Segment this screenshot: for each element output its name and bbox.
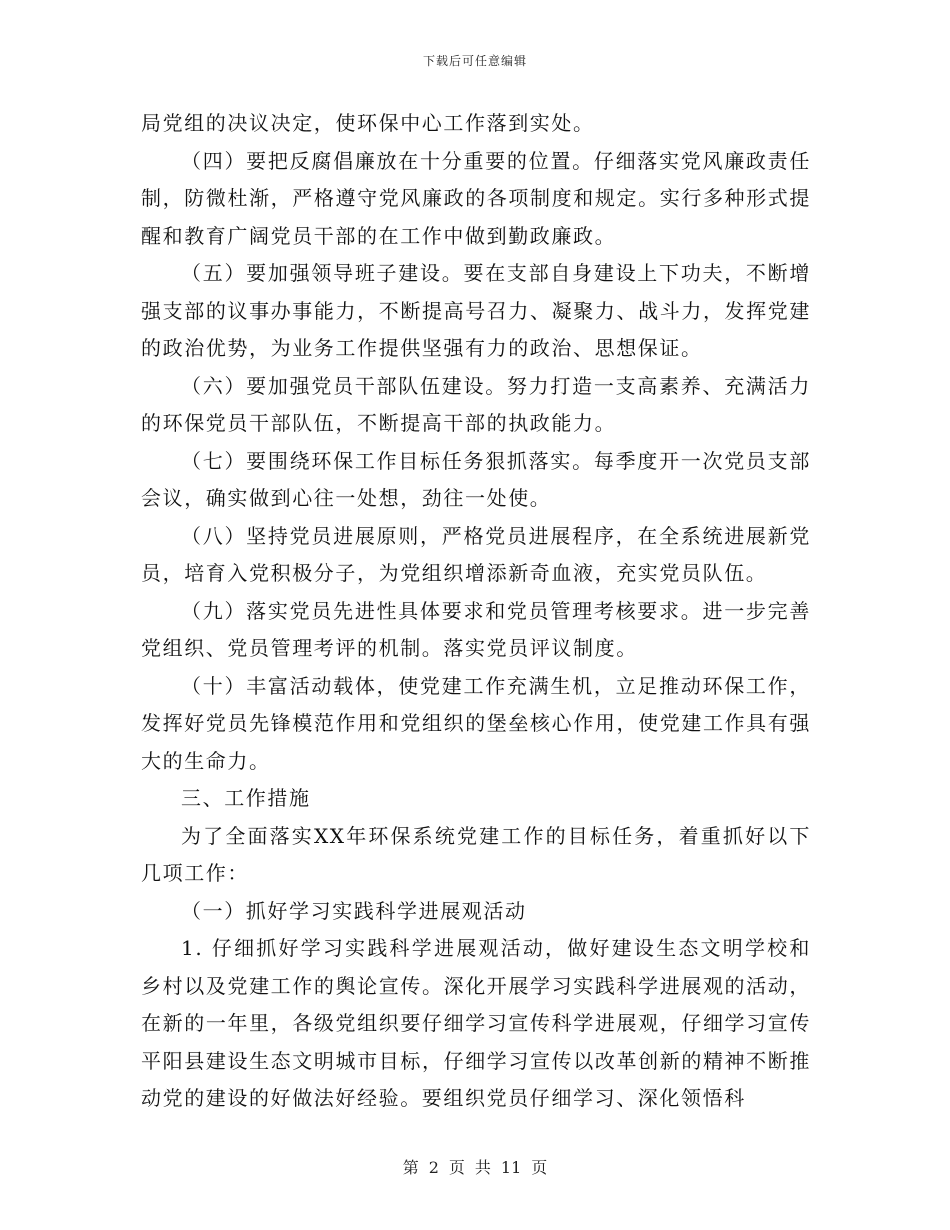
footer-total-unit: 页: [531, 1158, 548, 1177]
footer-current-page: 2: [428, 1158, 439, 1177]
paragraph-item-8: （八）坚持党员进展原则，严格党员进展程序，在全系统进展新党员，培育入党积极分子，为党组织增添新奇血液，充实党员队伍。: [141, 523, 811, 585]
paragraph-item-4: （四）要把反腐倡廉放在十分重要的位置。仔细落实党风廉政责任制，防微杜渐，严格遵守党风廉政的各项制度和规定。实行多种形式提醒和教育广阔党员干部的在工作中做到勤政廉政。: [141, 148, 811, 248]
paragraph-item-7: （七）要围绕环保工作目标任务狠抓落实。每季度开一次党员支部会议，确实做到心往一处想，劲往一处使。: [141, 448, 811, 510]
footer-total-pages: 11: [500, 1158, 522, 1177]
paragraph-item-9: （九）落实党员先进性具体要求和党员管理考核要求。进一步完善党组织、党员管理考评的机制。落实党员评议制度。: [141, 598, 811, 660]
paragraph-point-1: 1. 仔细抓好学习实践科学进展观活动，做好建设生态文明学校和乡村以及党建工作的舆论宣传。深化开展学习实践科学进展观的活动，在新的一年里，各级党组织要仔细学习宣传科学进展观，仔细学习宣传平阳县建设生态文明城市目标，仔细学习宣传以改革创新的精神不断推动党的建设的好做法好经验。要组织党员仔细学习、深化领悟科: [141, 936, 811, 1110]
page-header-note: 下载后可任意编辑: [422, 54, 527, 68]
document-body: [141, 105, 811, 1118]
paragraph-item-6: （六）要加强党员干部队伍建设。努力打造一支高素养、充满活力的环保党员干部队伍，不断提高干部的执政能力。: [141, 373, 811, 435]
footer-page-prefix: 第: [402, 1158, 419, 1177]
paragraph-continuation: 局党组的决议决定，使环保中心工作落到实处。: [141, 111, 595, 135]
section-heading-measures: 三、工作措施: [181, 786, 311, 810]
footer-total-prefix: 共: [474, 1158, 491, 1177]
subheading-study-practice: （一）抓好学习实践科学进展观活动: [181, 898, 527, 923]
paragraph-item-5: （五）要加强领导班子建设。要在支部自身建设上下功夫，不断增强支部的议事办事能力，不断提高号召力、凝聚力、战斗力，发挥党建的政治优势，为业务工作提供坚强有力的政治、思想保证。: [141, 261, 811, 360]
page-footer: [0, 1155, 950, 1178]
paragraph-item-10: （十）丰富活动载体，使党建工作充满生机，立足推动环保工作，发挥好党员先锋模范作用和党组织的堡垒核心作用，使党建工作具有强大的生命力。: [141, 673, 811, 773]
footer-page-unit: 页: [448, 1158, 465, 1177]
paragraph-measures-intro: 为了全面落实XX年环保系统党建工作的目标任务，着重抓好以下几项工作：: [141, 823, 811, 885]
